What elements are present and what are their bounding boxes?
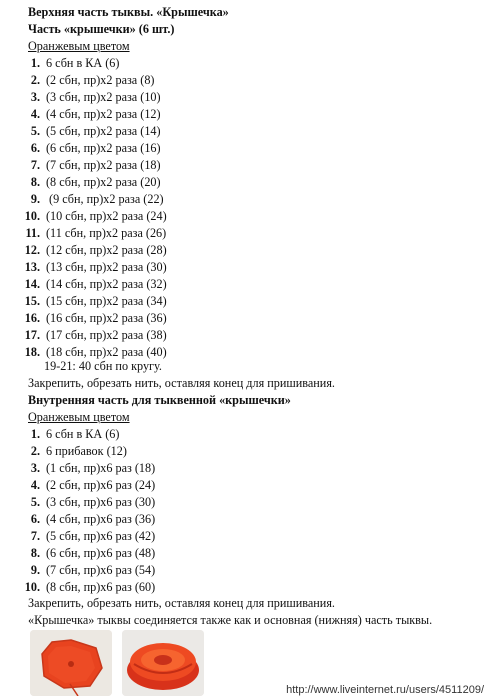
row-number: 5. <box>30 124 40 138</box>
row-number: 13. <box>24 260 40 274</box>
row-text: (17 сбн, пр)х2 раза (38) <box>46 328 167 342</box>
row-text: (7 сбн, пр)х6 раз (54) <box>46 563 156 577</box>
row-number: 1. <box>30 427 40 441</box>
list-item <box>20 140 161 156</box>
list-item <box>20 545 155 561</box>
section2-color-label: Оранжевым цветом <box>28 410 130 424</box>
list-item <box>20 310 167 326</box>
section2-title: Внутренняя часть для тыквенной «крышечки» <box>28 393 291 407</box>
row-number: 3. <box>30 461 40 475</box>
row-number: 17. <box>24 328 40 342</box>
row-text: (2 сбн, пр)х2 раза (8) <box>46 73 155 87</box>
row-number: 4. <box>30 107 40 121</box>
row-text: (10 сбн, пр)х2 раза (24) <box>46 209 167 223</box>
list-item <box>20 72 154 88</box>
row-text: (14 сбн, пр)х2 раза (32) <box>46 277 167 291</box>
row-text: (15 сбн, пр)х2 раза (34) <box>46 294 167 308</box>
list-item <box>20 579 155 595</box>
row-number: 6. <box>30 141 40 155</box>
crochet-lid-photo-shaped <box>122 630 204 696</box>
list-item <box>20 157 161 173</box>
list-item <box>20 225 166 241</box>
row-number: 5. <box>30 495 40 509</box>
section1-title: Верхняя часть тыквы. «Крышечка» <box>28 5 229 19</box>
section2-note: «Крышечка» тыквы соединяется также как и основная (нижняя) часть тыквы. <box>28 613 433 627</box>
row-number: 15. <box>24 294 40 308</box>
list-item <box>20 494 155 510</box>
flat-lid-image <box>30 630 112 696</box>
row-text: (18 сбн, пр)х2 раза (40) <box>46 345 167 359</box>
row-text: (4 сбн, пр)х2 раза (12) <box>46 107 161 121</box>
section1-color-label: Оранжевым цветом <box>28 39 130 53</box>
section1-subtitle: Часть «крышечки» (6 шт.) <box>28 22 175 36</box>
row-number: 16. <box>24 311 40 325</box>
row-number: 12. <box>24 243 40 257</box>
row-number: 4. <box>30 478 40 492</box>
row-text: (12 сбн, пр)х2 раза (28) <box>46 243 167 257</box>
row-number: 8. <box>30 546 40 560</box>
row-text: 6 сбн в КА (6) <box>46 56 120 70</box>
list-item <box>20 191 164 207</box>
watermark-url: http://www.liveinternet.ru/users/4511209/ <box>286 684 484 696</box>
row-number: 18. <box>24 345 40 359</box>
section1-extra-row: 19-21: 40 сбн по кругу. <box>44 359 162 373</box>
shaped-lid-image <box>122 630 204 696</box>
row-number: 11. <box>25 226 40 240</box>
row-number: 1. <box>30 56 40 70</box>
row-text: 6 прибавок (12) <box>46 444 127 458</box>
list-item <box>20 511 155 527</box>
list-item <box>20 123 161 139</box>
row-text: (4 сбн, пр)х6 раз (36) <box>46 512 156 526</box>
row-text: (2 сбн, пр)х6 раз (24) <box>46 478 156 492</box>
list-item <box>20 55 119 71</box>
list-item <box>20 208 167 224</box>
list-item <box>20 477 155 493</box>
row-text: (3 сбн, пр)х2 раза (10) <box>46 90 161 104</box>
row-number: 3. <box>30 90 40 104</box>
row-text: (6 сбн, пр)х2 раза (16) <box>46 141 161 155</box>
list-item <box>20 276 167 292</box>
list-item <box>20 106 161 122</box>
row-number: 8. <box>30 175 40 189</box>
list-item <box>20 460 155 476</box>
row-number: 10. <box>24 580 40 594</box>
row-number: 6. <box>30 512 40 526</box>
crochet-lid-photo-flat <box>30 630 112 696</box>
row-text: (9 сбн, пр)х2 раза (22) <box>46 192 164 206</box>
row-text: (11 сбн, пр)х2 раза (26) <box>46 226 167 240</box>
row-number: 7. <box>30 158 40 172</box>
row-number: 14. <box>24 277 40 291</box>
row-number: 2. <box>30 444 40 458</box>
row-text: 6 сбн в КА (6) <box>46 427 120 441</box>
list-item <box>20 327 167 343</box>
row-text: (3 сбн, пр)х6 раз (30) <box>46 495 156 509</box>
row-text: (1 сбн, пр)х6 раз (18) <box>46 461 156 475</box>
list-item <box>20 443 127 459</box>
row-number: 7. <box>30 529 40 543</box>
row-text: (8 сбн, пр)х6 раз (60) <box>46 580 156 594</box>
list-item <box>20 562 155 578</box>
row-text: (7 сбн, пр)х2 раза (18) <box>46 158 161 172</box>
list-item <box>20 528 155 544</box>
row-text: (6 сбн, пр)х6 раз (48) <box>46 546 156 560</box>
list-item <box>20 426 119 442</box>
row-number: 9. <box>30 563 40 577</box>
row-text: (5 сбн, пр)х6 раз (42) <box>46 529 156 543</box>
row-number: 9. <box>30 192 40 206</box>
row-text: (16 сбн, пр)х2 раза (36) <box>46 311 167 325</box>
list-item <box>20 293 167 309</box>
list-item <box>20 259 167 275</box>
list-item <box>20 242 167 258</box>
row-text: (5 сбн, пр)х2 раза (14) <box>46 124 161 138</box>
row-text: (13 сбн, пр)х2 раза (30) <box>46 260 167 274</box>
row-text: (8 сбн, пр)х2 раза (20) <box>46 175 161 189</box>
list-item <box>20 89 161 105</box>
section1-finish: Закрепить, обрезать нить, оставляя конец для пришивания. <box>28 376 335 390</box>
row-number: 2. <box>30 73 40 87</box>
section2-finish: Закрепить, обрезать нить, оставляя конец для пришивания. <box>28 596 335 610</box>
row-number: 10. <box>24 209 40 223</box>
list-item <box>20 174 161 190</box>
